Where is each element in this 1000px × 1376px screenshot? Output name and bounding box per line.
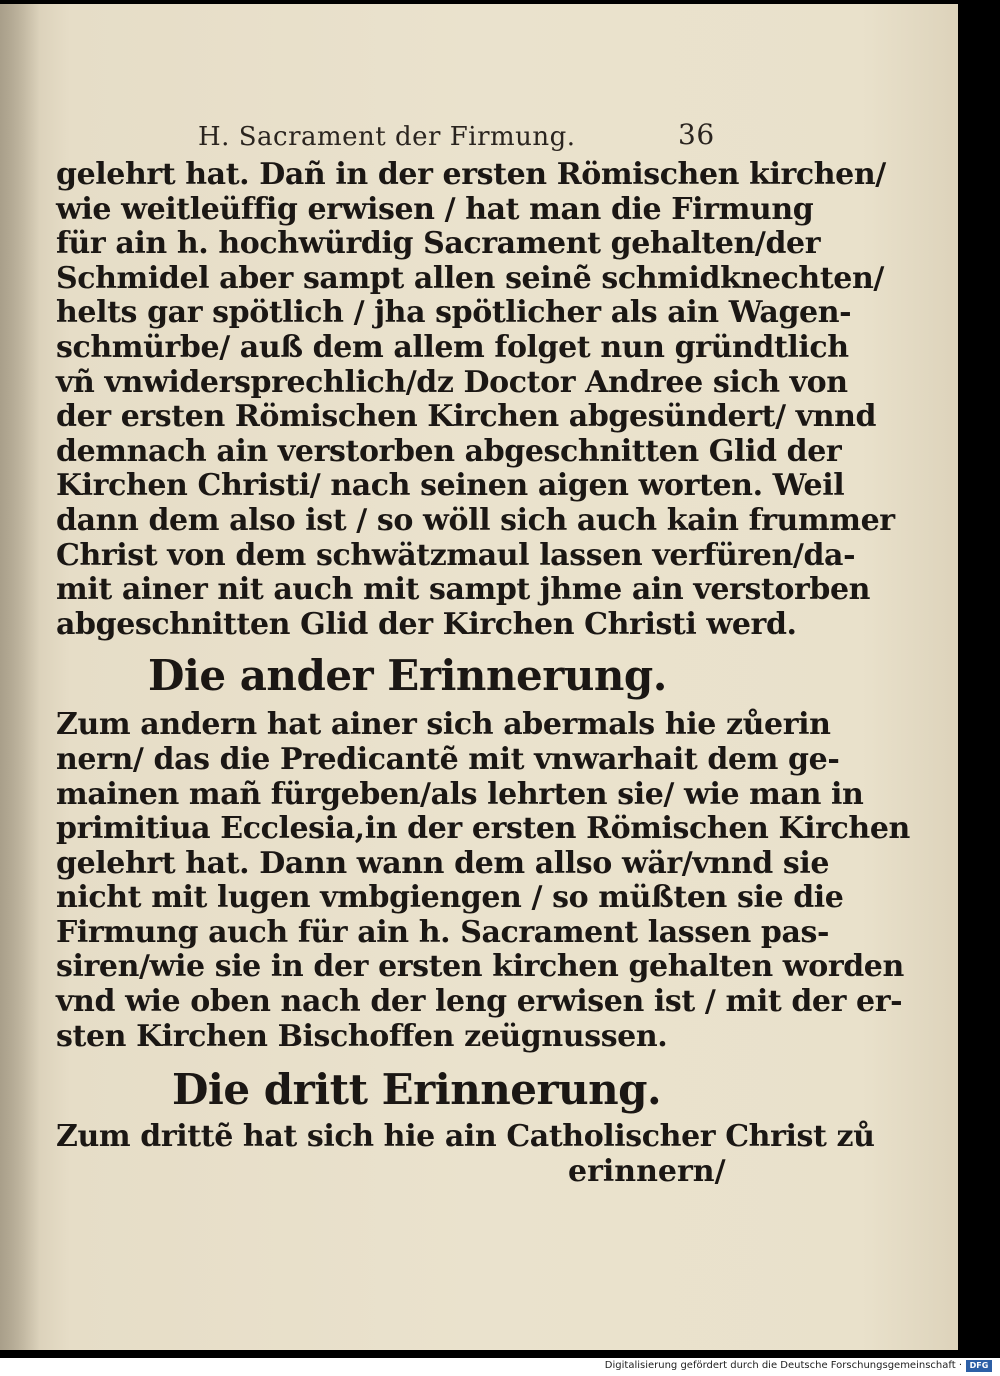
paragraph-1	[56, 157, 895, 642]
funding-credit: Digitalisierung gefördert durch die Deutsche Forschungsgemeinschaft ·	[604, 1360, 962, 1371]
text-line: mainen mañ fürgeben/als lehrten sie/ wie man in	[56, 776, 864, 812]
text-line: gelehrt hat. Dann wann dem allso wär/vnnd sie	[56, 845, 830, 881]
text-line: nicht mit lugen vmbgiengen / so müßten sie die	[56, 880, 844, 916]
text-line: dann dem also ist / so wöll sich auch kain frummer	[56, 502, 895, 538]
paragraph-3	[56, 1119, 875, 1155]
text-line: Schmidel aber sampt allen seinẽ schmidknechten/	[56, 260, 884, 296]
text-line: helts gar spötlich / jha spötlicher als ain Wagen-	[56, 295, 852, 331]
text-line: demnach ain verstorben abgeschnitten Glid der	[56, 433, 842, 469]
paragraph-2	[56, 707, 910, 1054]
page-gutter-shadow	[0, 4, 40, 1350]
text-line: abgeschnitten Glid der Kirchen Christi werd.	[56, 606, 797, 642]
text-line: siren/wie sie in der ersten kirchen gehalten worden	[56, 949, 904, 985]
running-head-title: H. Sacrament der Firmung.	[198, 122, 576, 152]
text-line: Zum andern hat ainer sich abermals hie zůerin	[56, 707, 831, 743]
text-line: Christ von dem schwätzmaul lassen verfüren/da-	[56, 537, 856, 573]
text-block	[56, 116, 910, 1189]
text-line: für ain h. hochwürdig Sacrament gehalten/der	[56, 226, 821, 262]
text-line: wie weitleüffig erwisen / hat man die Firmung	[56, 191, 814, 227]
text-line: schmürbe/ auß dem allem folget nun gründtlich	[56, 329, 849, 365]
text-line: mit ainer nit auch mit sampt jhme ain verstorben	[56, 572, 871, 608]
catchword: erinnern/	[568, 1153, 726, 1189]
text-line: Zum drittẽ hat sich hie ain Catholischer Christ zů	[56, 1119, 875, 1155]
section-heading-dritt: Die dritt Erinnerung.	[172, 1065, 662, 1115]
text-line: nern/ das die Predicantẽ mit vnwarhait dem ge-	[56, 741, 840, 777]
text-line: Firmung auch für ain h. Sacrament lassen pas-	[56, 914, 830, 950]
text-line: vnd wie oben nach der leng erwisen ist / mit der er-	[56, 984, 903, 1020]
folio-number: 36	[678, 118, 715, 151]
book-page	[0, 4, 958, 1350]
running-head	[56, 116, 746, 158]
section-heading-ander: Die ander Erinnerung.	[148, 651, 667, 701]
text-line: vñ vnwidersprechlich/dz Doctor Andree sich von	[56, 364, 848, 400]
text-line: sten Kirchen Bischoffen zeügnussen.	[56, 1018, 668, 1054]
footer-bar	[0, 1358, 1000, 1376]
text-line: gelehrt hat. Dañ in der ersten Römischen kirchen/	[56, 157, 886, 192]
text-line: primitiua Ecclesia,in der ersten Römischen Kirchen	[56, 811, 910, 847]
dfg-logo-icon: DFG	[966, 1360, 992, 1372]
text-line: Kirchen Christi/ nach seinen aigen worten. Weil	[56, 468, 845, 504]
text-line: der ersten Römischen Kirchen abgesündert/ vnnd	[56, 399, 877, 435]
